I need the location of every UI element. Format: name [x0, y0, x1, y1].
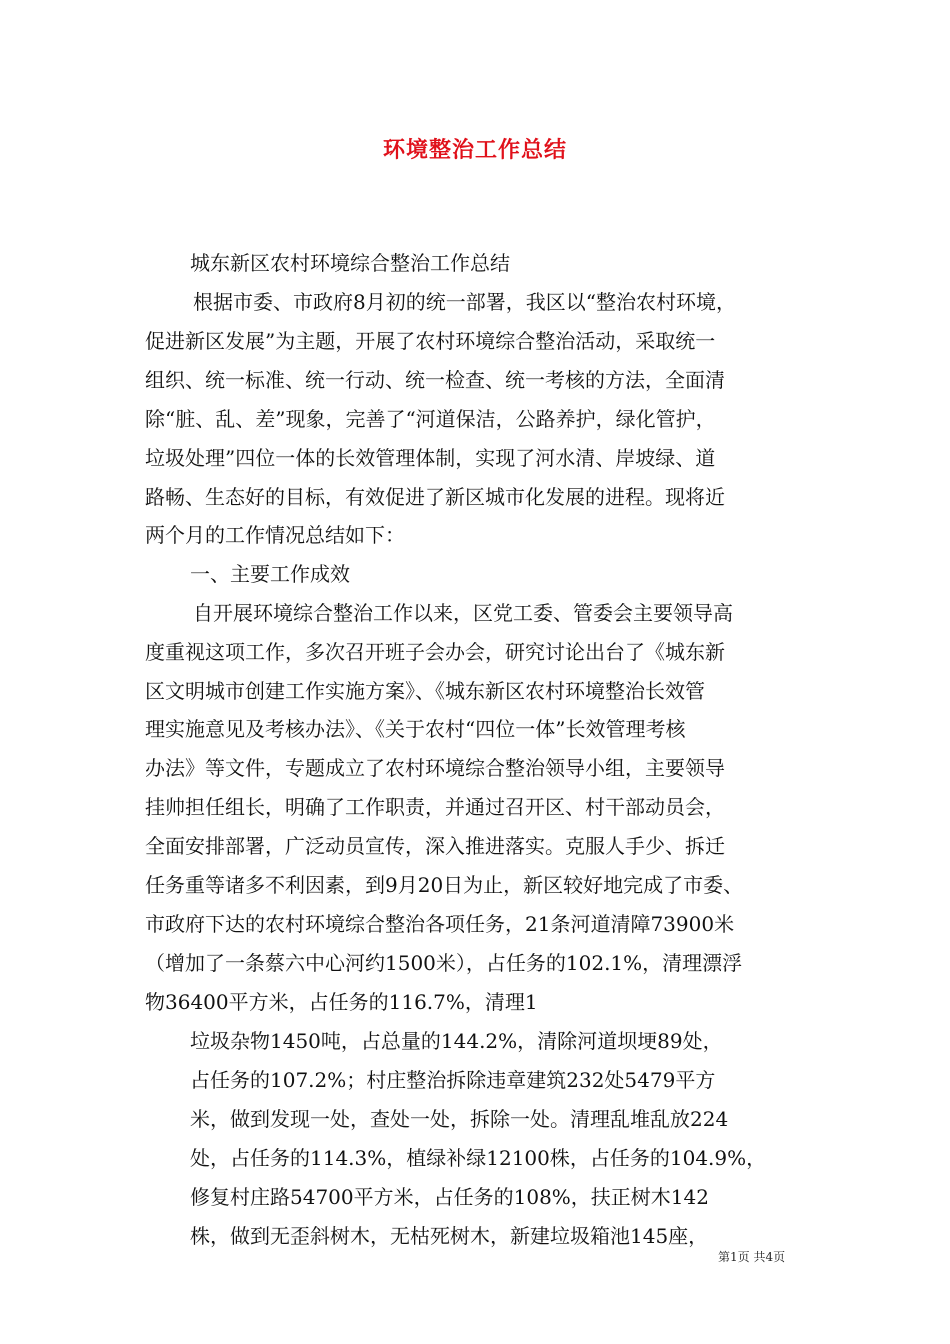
body-line: 市政府下达的农村环境综合整治各项任务，21条河道清障73900米	[145, 912, 735, 936]
document-title: 环境整治工作总结	[382, 138, 567, 163]
body-line: 处，占任务的114.3%，植绿补绿12100株，占任务的104.9%，	[190, 1146, 767, 1170]
page-number: 第1页 共4页	[718, 1250, 786, 1264]
body-line: 区文明城市创建工作实施方案》、《城东新区农村环境整治长效管	[145, 679, 705, 703]
body-line: 垃圾处理”四位一体的长效管理体制，实现了河水清、岸坡绿、道	[145, 446, 716, 470]
body-line: 办法》等文件，专题成立了农村环境综合整治领导小组，主要领导	[145, 756, 725, 780]
body-line: 根据市委、市政府8月初的统一部署，我区以“整治农村环境，	[193, 290, 736, 314]
body-line: 垃圾杂物1450吨，占总量的144.2%，清除河道坝埂89处，	[190, 1029, 723, 1053]
body-line: 物36400平方米，占任务的116.7%，清理1	[145, 990, 538, 1014]
body-line: 组织、统一标准、统一行动、统一检查、统一考核的方法，全面清	[145, 368, 725, 392]
body-line: 理实施意见及考核办法》、《关于农村“四位一体”长效管理考核	[145, 717, 686, 741]
body-line: 挂帅担任组长，明确了工作职责，并通过召开区、村干部动员会，	[145, 795, 725, 819]
body-line: （增加了一条蔡六中心河约1500米），占任务的102.1%，清理漂浮	[145, 951, 743, 975]
body-line: 自开展环境综合整治工作以来，区党工委、管委会主要领导高	[193, 601, 733, 625]
body-line: 除“脏、乱、差”现象，完善了“河道保洁，公路养护，绿化管护，	[145, 407, 716, 431]
body-line: 路畅、生态好的目标，有效促进了新区城市化发展的进程。现将近	[145, 485, 725, 509]
body-line: 全面安排部署，广泛动员宣传，深入推进落实。克服人手少、拆迁	[145, 834, 725, 858]
body-line: 占任务的107.2%；村庄整治拆除违章建筑232处5479平方	[190, 1068, 716, 1092]
subtitle-line: 城东新区农村环境综合整治工作总结	[190, 251, 510, 275]
body-line: 株，做到无歪斜树木，无枯死树木，新建垃圾箱池145座，	[190, 1224, 709, 1248]
body-line: 促进新区发展”为主题，开展了农村环境综合整治活动，采取统一	[145, 329, 716, 353]
body-line: 两个月的工作情况总结如下：	[145, 523, 405, 547]
body-line: 米，做到发现一处，查处一处，拆除一处。清理乱堆乱放224	[190, 1107, 729, 1131]
body-line: 任务重等诸多不利因素，到9月20日为止，新区较好地完成了市委、	[145, 873, 744, 897]
body-line: 度重视这项工作，多次召开班子会办会，研究讨论出台了《城东新	[145, 640, 725, 664]
section-heading: 一、主要工作成效	[190, 562, 350, 586]
body-line: 修复村庄路54700平方米，占任务的108%，扶正树木142	[190, 1185, 709, 1209]
